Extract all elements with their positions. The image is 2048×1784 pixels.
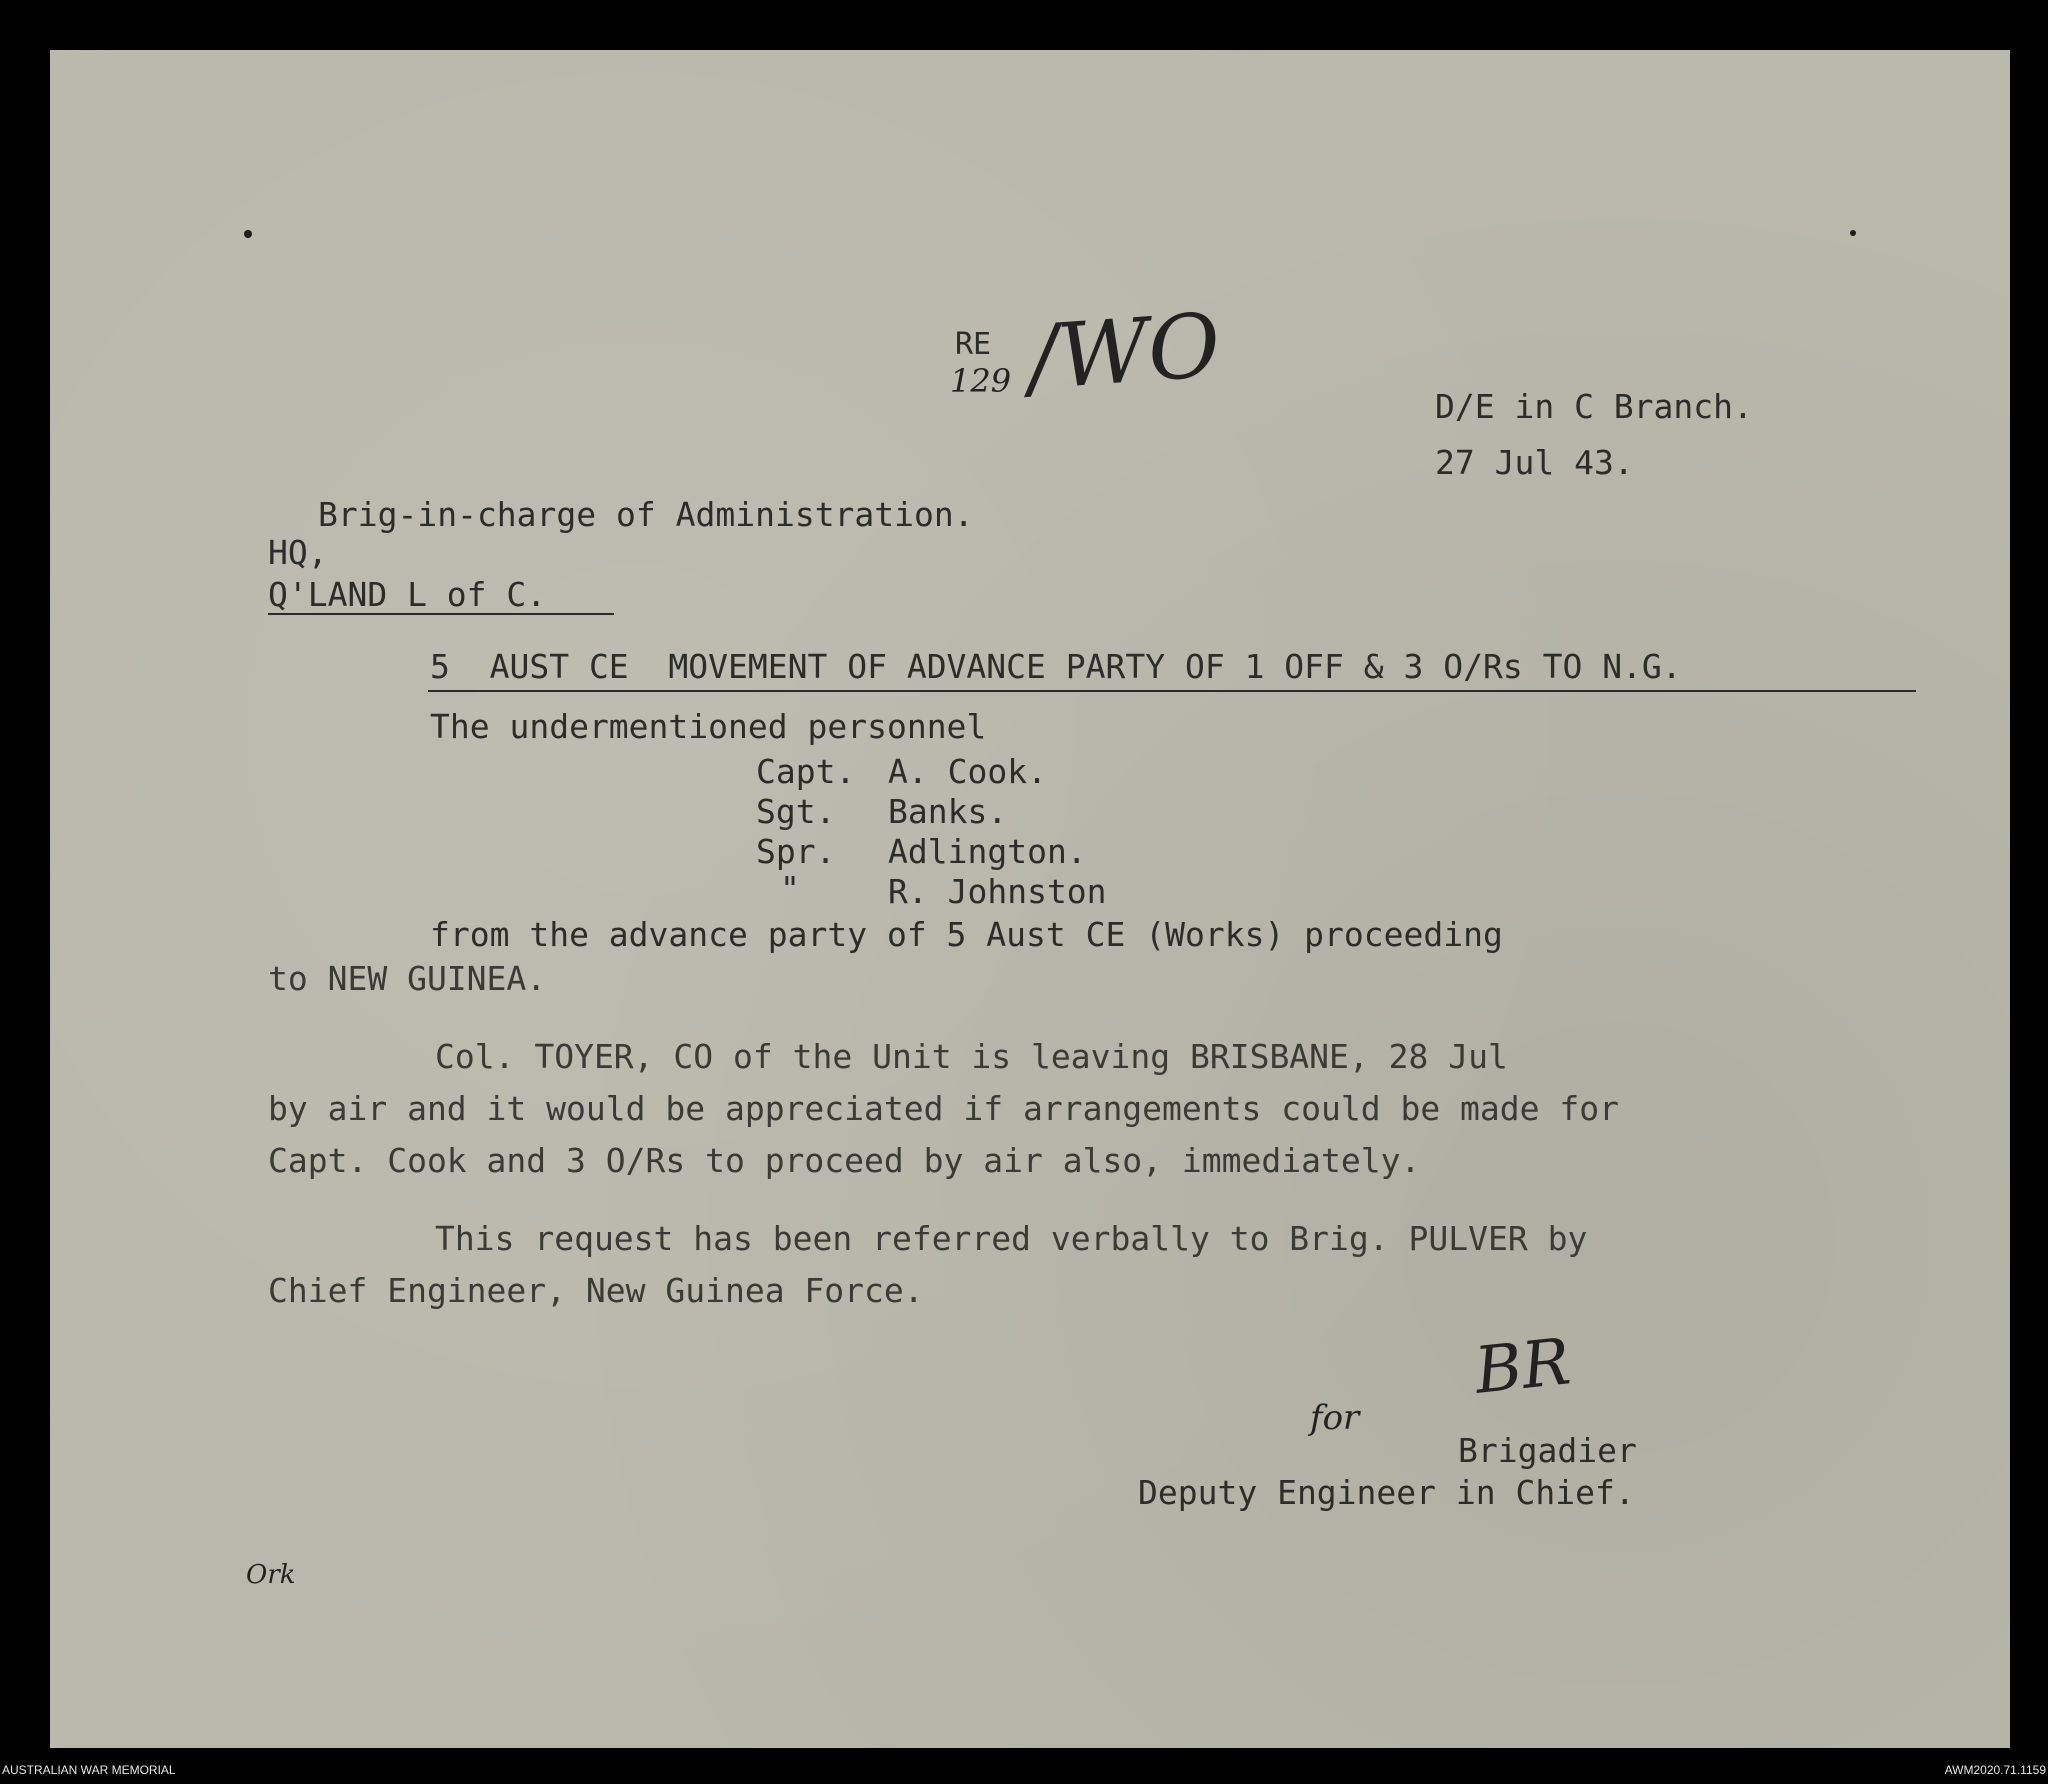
- letter-date: 27 Jul 43.: [1435, 443, 1634, 482]
- paragraph-2-line-1: Col. TOYER, CO of the Unit is leaving BRISBANE, 28 Jul: [435, 1037, 1508, 1076]
- paragraph-2-line-3: Capt. Cook and 3 O/Rs to proceed by air also, immediately.: [268, 1141, 1421, 1180]
- annotation-re-number: 129: [950, 362, 1012, 400]
- footer-archive-name: AUSTRALIAN WAR MEMORIAL: [2, 1763, 176, 1777]
- paragraph-2-line-2: by air and it would be appreciated if arrangements could be made for: [268, 1089, 1620, 1128]
- personnel-name: Adlington.: [888, 832, 1087, 871]
- personnel-name: R. Johnston: [888, 872, 1107, 911]
- personnel-rank: Spr.: [756, 832, 836, 871]
- subject-underline: [428, 690, 1916, 692]
- personnel-rank: ": [780, 869, 800, 908]
- punch-hole-right: [1850, 230, 1856, 236]
- paragraph-1-line-1: from the advance party of 5 Aust CE (Works) proceeding: [430, 915, 1503, 954]
- punch-hole-left: [244, 230, 252, 238]
- paragraph-1-line-2: to NEW GUINEA.: [268, 959, 547, 998]
- addressee-line-1: Brig-in-charge of Administration.: [318, 495, 974, 534]
- paragraph-3-line-2: Chief Engineer, New Guinea Force.: [268, 1271, 924, 1310]
- intro-text: The undermentioned personnel: [430, 707, 987, 746]
- document-page: [50, 50, 2010, 1748]
- addressee-line-2: HQ,: [268, 533, 328, 572]
- personnel-name: A. Cook.: [888, 752, 1047, 791]
- addressee-underline: [268, 613, 614, 615]
- for-mark: for: [1310, 1398, 1360, 1438]
- personnel-rank: Capt.: [756, 752, 856, 791]
- margin-note: Ork: [246, 1560, 296, 1590]
- personnel-rank: Sgt.: [756, 792, 836, 831]
- sender-branch: D/E in C Branch.: [1435, 387, 1753, 426]
- annotation-file-ref: /WO: [1024, 293, 1224, 410]
- signature-title-1: Brigadier: [1458, 1431, 1637, 1470]
- paragraph-3-line-1: This request has been referred verbally to Brig. PULVER by: [435, 1219, 1588, 1258]
- subject-line: 5 AUST CE MOVEMENT OF ADVANCE PARTY OF 1 OFF & 3 O/Rs TO N.G.: [430, 647, 1682, 686]
- personnel-name: Banks.: [888, 792, 1008, 831]
- signature-title-2: Deputy Engineer in Chief.: [1138, 1473, 1635, 1512]
- signature-initials: BR: [1471, 1325, 1574, 1409]
- addressee-line-3: Q'LAND L of C.: [268, 575, 547, 614]
- footer-catalogue-id: AWM2020.71.1159: [1944, 1763, 2046, 1777]
- annotation-re: RE: [955, 327, 992, 362]
